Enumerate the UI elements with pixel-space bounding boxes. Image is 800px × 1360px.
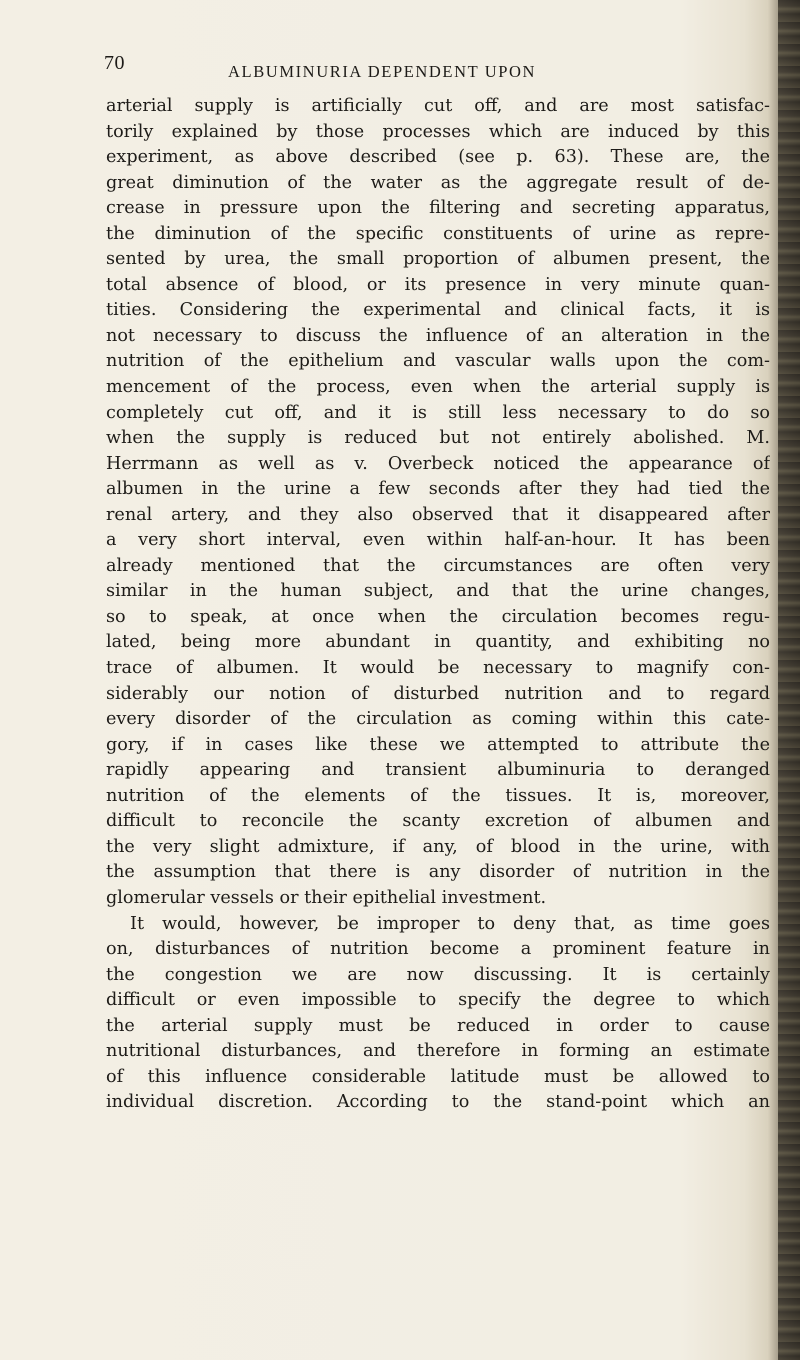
text-line: difficult or even impossible to specify the degree to which xyxy=(106,990,770,1011)
text-line: nutrition of the elements of the tissues. It is, moreover, xyxy=(106,785,770,806)
text-line: on, disturbances of nutrition become a prominent feature in xyxy=(106,939,770,960)
text-line: total absence of blood, or its presence in very minute quan- xyxy=(106,274,770,295)
text-line: so to speak, at once when the circulation becomes regu- xyxy=(106,606,770,627)
text-line: experiment, as above described (see p. 63). These are, the xyxy=(106,147,770,168)
text-line: trace of albumen. It would be necessary to magnify con- xyxy=(106,658,770,679)
page-header xyxy=(0,52,800,92)
text-line: similar in the human subject, and that the urine changes, xyxy=(106,581,770,602)
text-line: mencement of the process, even when the arterial supply is xyxy=(106,377,770,398)
text-line: of this influence considerable latitude must be allowed to xyxy=(106,1066,770,1087)
text-line: the assumption that there is any disorder of nutrition in the xyxy=(106,862,770,883)
text-line: lated, being more abundant in quantity, and exhibiting no xyxy=(106,632,770,653)
text-line: a very short interval, even within half-an-hour. It has been xyxy=(106,530,770,551)
text-line: completely cut off, and it is still less necessary to do so xyxy=(106,402,770,423)
text-line: renal artery, and they also observed that it disappeared after xyxy=(106,504,770,525)
text-line: siderably our notion of disturbed nutrition and to regard xyxy=(106,683,770,704)
running-head: ALBUMINURIA DEPENDENT UPON xyxy=(228,62,537,81)
text-line: the congestion we are now discussing. It is certainly xyxy=(106,964,770,985)
body-text xyxy=(106,94,770,1116)
text-line: gory, if in cases like these we attempted to attribute the xyxy=(106,734,770,755)
text-line: already mentioned that the circumstances are often very xyxy=(106,555,770,576)
text-line: Herrmann as well as v. Overbeck noticed the appearance of xyxy=(106,453,770,474)
page-number: 70 xyxy=(104,52,125,74)
text-line: the arterial supply must be reduced in order to cause xyxy=(106,1015,770,1036)
text-line: great diminution of the water as the aggregate result of de- xyxy=(106,172,770,193)
text-line: difficult to reconcile the scanty excretion of albumen and xyxy=(106,811,770,832)
paragraph-end-line: glomerular vessels or their epithelial investment. xyxy=(106,887,547,908)
text-line: albumen in the urine a few seconds after they had tied the xyxy=(106,479,770,500)
book-binding-edge xyxy=(778,0,800,1360)
text-line: arterial supply is artificially cut off, and are most satisfac- xyxy=(106,96,770,116)
text-line: sented by urea, the small proportion of albumen present, the xyxy=(106,249,770,270)
text-line: the diminution of the specific constituents of urine as repre- xyxy=(106,223,770,244)
text-line: the very slight admixture, if any, of blood in the urine, with xyxy=(106,836,770,857)
text-line: tities. Considering the experimental and clinical facts, it is xyxy=(106,300,770,321)
paragraph-start-line: It would, however, be improper to deny that, as time goes xyxy=(130,913,770,934)
text-line: individual discretion. According to the stand-point which an xyxy=(106,1092,770,1113)
text-line: nutritional disturbances, and therefore in forming an estimate xyxy=(106,1041,770,1062)
text-line: not necessary to discuss the influence of an alteration in the xyxy=(106,325,770,346)
text-line: when the supply is reduced but not entirely abolished. M. xyxy=(106,428,770,449)
text-line: crease in pressure upon the filtering and secreting apparatus, xyxy=(106,198,770,219)
text-line: every disorder of the circulation as coming within this cate- xyxy=(106,709,770,730)
text-line: torily explained by those processes which are induced by this xyxy=(106,121,770,142)
text-line: rapidly appearing and transient albuminuria to deranged xyxy=(106,760,770,781)
text-line: nutrition of the epithelium and vascular walls upon the com- xyxy=(106,351,770,372)
